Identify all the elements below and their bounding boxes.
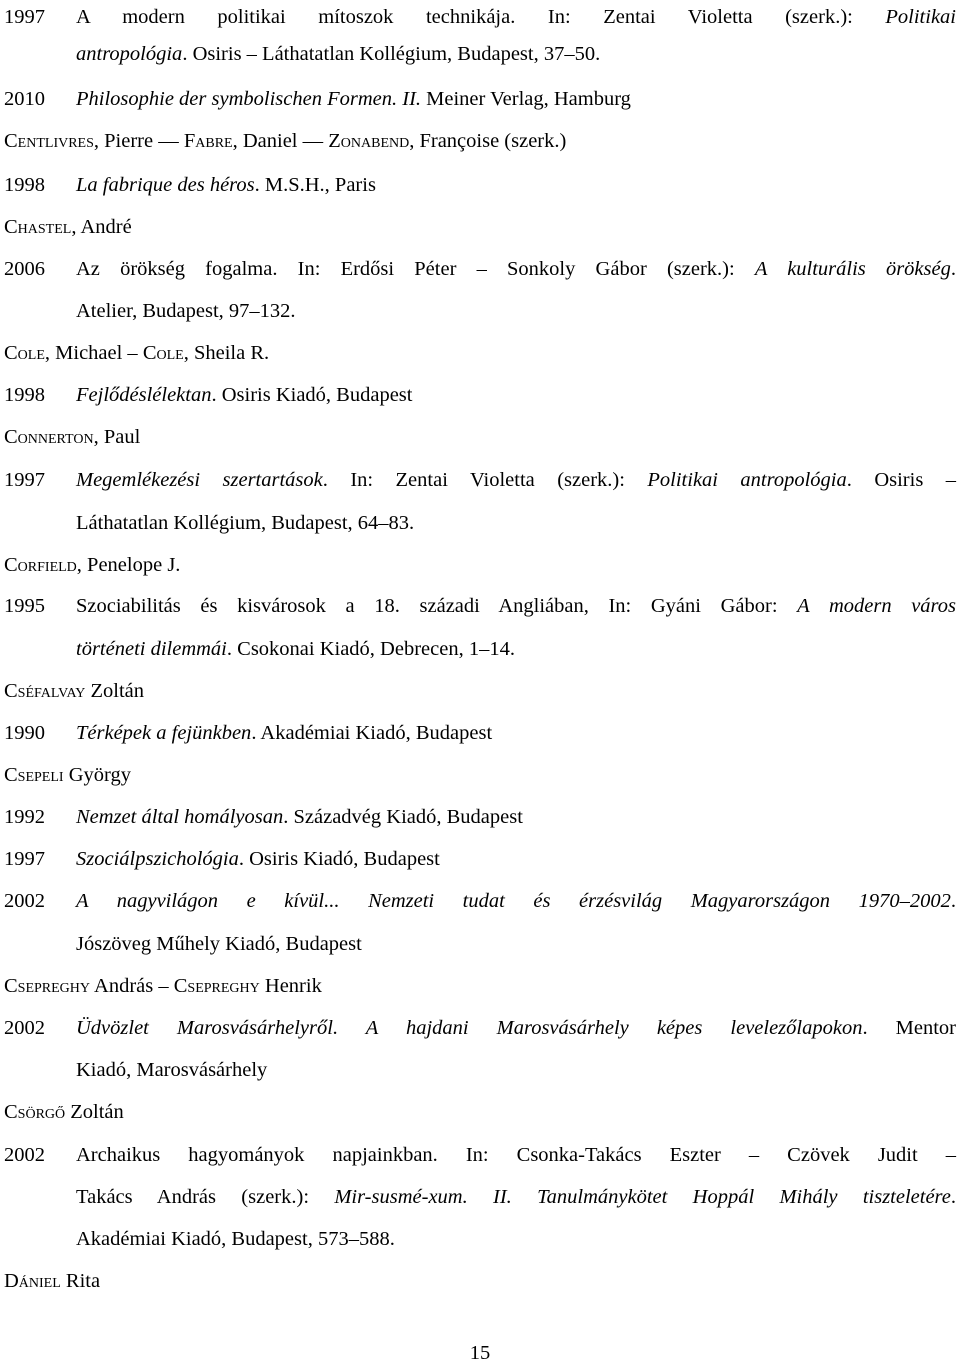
entry-continuation-line (76, 296, 296, 326)
entry-text: Jószöveg Műhely Kiadó, Budapest (76, 933, 362, 955)
entry-year: 2002 (4, 1017, 45, 1039)
entry-line (4, 718, 492, 748)
italic-title: antropológia (76, 43, 183, 65)
entry-continuation-line (76, 929, 362, 959)
entry-text: . In: Zentai Violetta (szerk.): (322, 469, 648, 491)
entry-text: Takács András (szerk.): (76, 1186, 335, 1208)
entry-text: Rita (60, 1270, 101, 1292)
entry-year: 1997 (4, 469, 45, 491)
italic-title: A modern város (797, 595, 957, 617)
author-surname: Cole (4, 342, 45, 364)
entry-text: . (950, 258, 956, 280)
entry-text: . Osiris Kiadó, Budapest (238, 848, 440, 870)
entry-continuation-line (76, 508, 414, 538)
entry-line (4, 338, 269, 368)
entry-line (4, 802, 523, 832)
entry-continuation-line (76, 39, 600, 69)
italic-title: történeti dilemmái (76, 638, 227, 660)
entry-line (4, 126, 566, 156)
entry-line (4, 2, 956, 32)
entry-text: , Françoise (szerk.) (409, 130, 567, 152)
italic-title: La fabrique des héros (76, 174, 255, 196)
entry-continuation-line (76, 1182, 956, 1212)
italic-title: A nagyvilágon e kívül... Nemzeti tudat és érzésvilág Magyarországon 1970–2002 (76, 890, 951, 912)
entry-year: 2010 (4, 88, 45, 110)
italic-title: Politikai antropológia (647, 469, 847, 491)
author-surname: Csepeli (4, 764, 64, 786)
entry-line (4, 170, 376, 200)
entry-text: , Paul (93, 426, 141, 448)
entry-text: . (950, 890, 956, 912)
author-surname: Csepreghy (4, 975, 91, 997)
italic-title: Térképek a fejünkben (76, 722, 252, 744)
entry-text: . Századvég Kiadó, Budapest (283, 806, 523, 828)
author-surname: Cole (142, 342, 184, 364)
entry-line (4, 254, 956, 284)
entry-year: 2002 (4, 890, 45, 912)
author-surname: Connerton (4, 426, 94, 448)
entry-year: 1997 (4, 848, 45, 870)
entry-text: , Michael – (44, 342, 143, 364)
entry-line (4, 1140, 956, 1170)
author-surname: Zonabend (328, 130, 410, 152)
entry-text: Henrik (259, 975, 322, 997)
entry-line (4, 1266, 100, 1296)
italic-title: Fejlődéslélektan (76, 384, 212, 406)
entry-text: Archaikus hagyományok napjainkban. In: Csonka-Takács Eszter – Czövek Judit – (76, 1144, 956, 1166)
entry-text: . Mentor (862, 1017, 956, 1039)
italic-title: Nemzet által homályosan (76, 806, 284, 828)
entry-text: Meiner Verlag, Hamburg (421, 88, 631, 110)
author-surname: Cséfalvay (4, 680, 86, 702)
entry-line (4, 465, 956, 495)
entry-continuation-line (76, 634, 515, 664)
entry-line (4, 971, 322, 1001)
entry-text: András – (90, 975, 174, 997)
author-surname: Chastel (4, 216, 72, 238)
entry-line (4, 886, 956, 916)
author-surname: Fabre (183, 130, 233, 152)
entry-line (4, 84, 631, 114)
author-surname: Dániel (4, 1270, 61, 1292)
italic-title: Mir-susmé-xum. II. Tanulmánykötet Hoppál Mihály tiszteletére (334, 1186, 951, 1208)
entry-text: . Osiris – Láthatatlan Kollégium, Budapest, 37–50. (182, 43, 601, 65)
entry-continuation-line (76, 1055, 267, 1085)
italic-title: Megemlékezési szertartások (76, 469, 323, 491)
entry-text: , Pierre — (93, 130, 184, 152)
entry-text: . Csokonai Kiadó, Debrecen, 1–14. (226, 638, 515, 660)
entry-text: . Akadémiai Kiadó, Budapest (251, 722, 493, 744)
italic-title: A kulturális örökség (754, 258, 951, 280)
entry-year: 1998 (4, 174, 45, 196)
entry-line (4, 380, 412, 410)
entry-text: . M.S.H., Paris (254, 174, 376, 196)
italic-title: Üdvözlet Marosvásárhelyről. A hajdani Marosvásárhely képes levelezőlapokon (76, 1017, 863, 1039)
entry-year: 1992 (4, 806, 45, 828)
entry-line (4, 422, 140, 452)
entry-text: Akadémiai Kiadó, Budapest, 573–588. (76, 1228, 395, 1250)
entry-text: , Sheila R. (183, 342, 270, 364)
entry-line (4, 591, 956, 621)
entry-text: Zoltán (85, 680, 145, 702)
entry-text: . Osiris – (846, 469, 956, 491)
entry-line (4, 212, 132, 242)
author-surname: Corfield (4, 554, 77, 576)
entry-text: , Penelope J. (76, 554, 181, 576)
entry-year: 1990 (4, 722, 45, 744)
entry-text: Az örökség fogalma. In: Erdősi Péter – Sonkoly Gábor (szerk.): (76, 258, 755, 280)
entry-year: 2006 (4, 258, 45, 280)
page-number: 15 (469, 1342, 491, 1364)
entry-line (4, 1097, 124, 1127)
entry-year: 1997 (4, 6, 45, 28)
entry-text: . (950, 1186, 956, 1208)
entry-year: 1998 (4, 384, 45, 406)
author-surname: Centlivres (4, 130, 94, 152)
entry-text: Kiadó, Marosvásárhely (76, 1059, 268, 1081)
entry-line (4, 676, 144, 706)
entry-text: György (63, 764, 131, 786)
entry-text: . Osiris Kiadó, Budapest (211, 384, 413, 406)
entry-line (4, 1013, 956, 1043)
entry-text: Zoltán (65, 1101, 124, 1123)
author-surname: Csörgő (4, 1101, 66, 1123)
entry-year: 2002 (4, 1144, 45, 1166)
entry-text: A modern politikai mítoszok technikája. In: Zentai Violetta (szerk.): (76, 6, 886, 28)
italic-title: Politikai (885, 6, 956, 28)
entry-text: Atelier, Budapest, 97–132. (76, 300, 296, 322)
italic-title: Szociálpszichológia (76, 848, 239, 870)
entry-year: 1995 (4, 595, 45, 617)
italic-title: Philosophie der symbolischen Formen. II. (76, 88, 422, 110)
entry-text: , André (71, 216, 132, 238)
entry-text: Láthatatlan Kollégium, Budapest, 64–83. (76, 512, 415, 534)
author-surname: Csepreghy (173, 975, 260, 997)
entry-text: , Daniel — (232, 130, 329, 152)
entry-line (4, 844, 440, 874)
entry-continuation-line (76, 1224, 395, 1254)
entry-line (4, 760, 131, 790)
entry-text: Szociabilitás és kisvárosok a 18. századi Angliában, In: Gyáni Gábor: (76, 595, 798, 617)
entry-line (4, 550, 180, 580)
